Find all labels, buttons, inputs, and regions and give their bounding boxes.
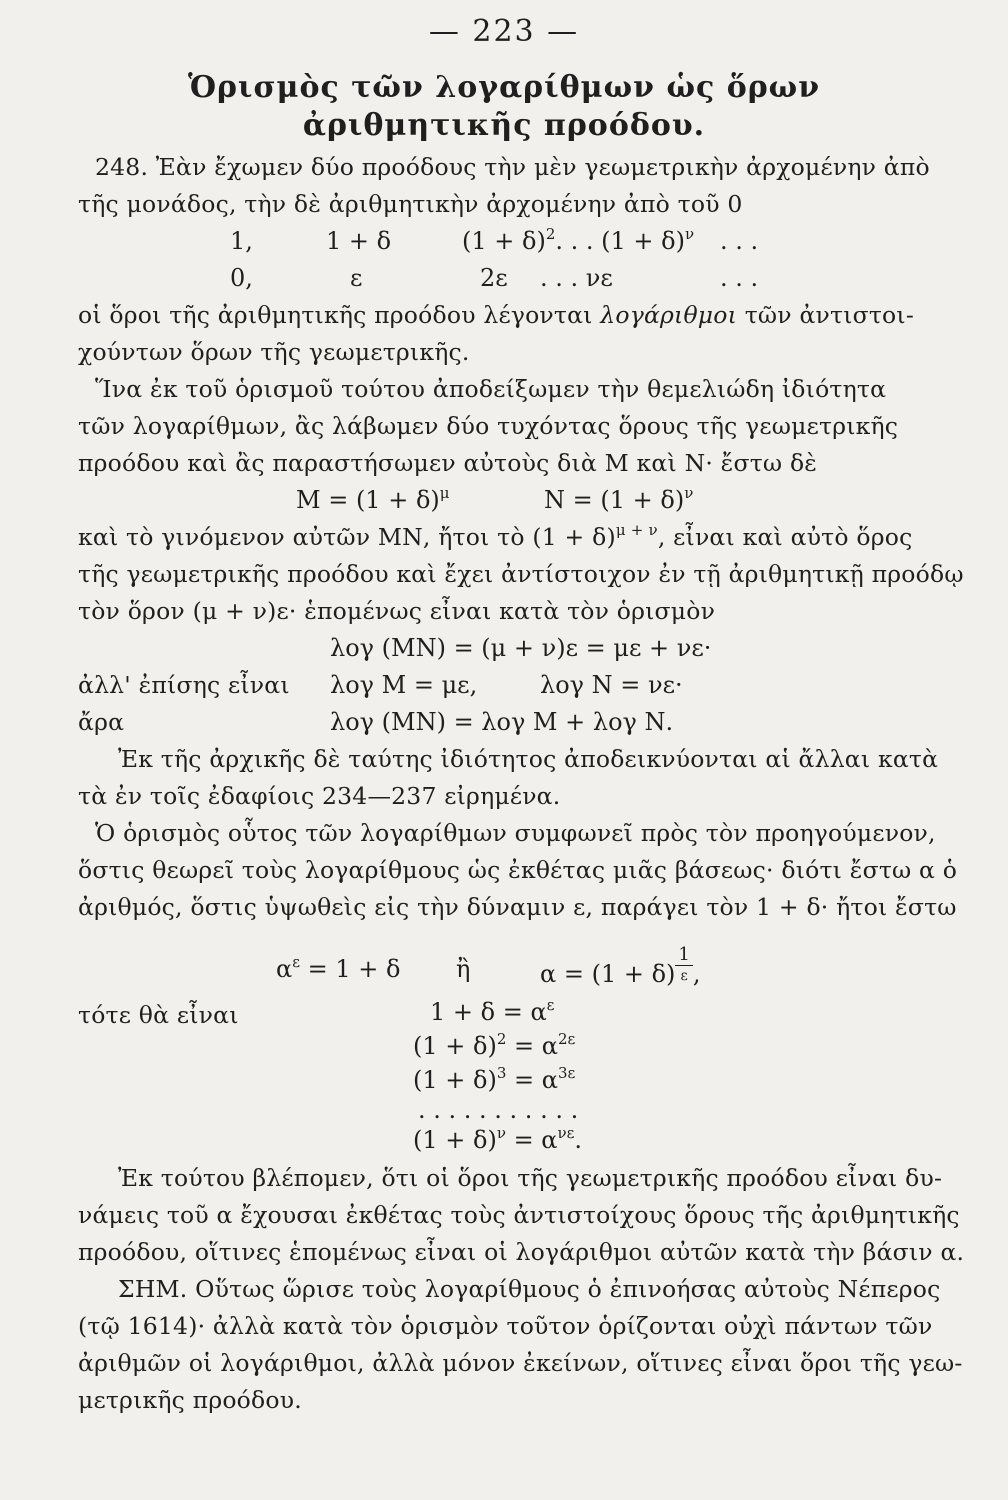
page-number: — 223 — xyxy=(428,14,580,49)
text-line: Ἐκ τούτου βλέπομεν, ὅτι οἱ ὅροι τῆς γεωμετρικῆς προόδου εἶναι δυ- xyxy=(118,1164,943,1192)
text-line: τῶν λογαρίθμων, ἂς λάβωμεν δύο τυχόντας ὅρους τῆς γεωμετρικῆς xyxy=(78,412,899,440)
note-line: μετρικῆς προόδου. xyxy=(78,1386,302,1414)
geo-term-2: 1 + δ xyxy=(326,227,392,255)
text-line: Ἐκ τῆς ἀρχικῆς δὲ ταύτης ἰδιότητος ἀποδεικνύονται αἱ ἄλλαι κατὰ xyxy=(118,745,939,773)
text-line: Ὁ ὁρισμὸς οὗτος τῶν λογαρίθμων συμφωνεῖ πρὸς τὸν προηγούμενον, xyxy=(95,819,936,847)
text-line: τὸν ὅρον (μ + ν)ε· ἑπομένως εἶναι κατὰ τὸν ὁρισμὸν xyxy=(78,597,716,625)
geo-term-1: 1, xyxy=(230,227,253,255)
text-line: νάμεις τοῦ α ἔχουσαι ἐκθέτας τοὺς ἀντιστοίχους ὅρους τῆς ἀριθμητικῆς xyxy=(78,1201,960,1229)
section-title-line-1: Ὁρισμὸς τῶν λογαρίθμων ὡς ὅρων xyxy=(187,70,821,105)
geo-term-3: $(1 + \delta)^2$. . . $(1 + \delta)^\nu$ xyxy=(462,225,695,255)
text-line: ἀριθμός, ὅστις ὑψωθεὶς εἰς τὴν δύναμιν ε, παράγει τὸν 1 + δ· ἤτοι ἔστω xyxy=(78,893,957,921)
text-line: Ἵνα ἐκ τοῦ ὁρισμοῦ τούτου ἀποδείξωμεν τὴν θεμελιώδη ἰδιότητα xyxy=(95,375,887,403)
power-ellipsis: . . . . . . . . . . . xyxy=(418,1096,579,1124)
text-line: οἱ ὅροι τῆς ἀριθμητικῆς προόδου λέγονται λογάριθμοι τῶν ἀντιστοι- xyxy=(78,301,914,329)
text-line: προόδου καὶ ἂς παραστήσωμεν αὐτοὺς διὰ Μ καὶ Ν· ἔστω δὲ xyxy=(78,449,818,477)
power-row-3: $(1 + \delta)^3 = \alpha^{3\varepsilon}$ xyxy=(413,1064,576,1094)
equation-log-product: λογ (ΜΝ) = (μ + ν)ε = με + νε· xyxy=(330,634,712,662)
label-therefore: ἄρα xyxy=(78,708,125,736)
arith-term-4: . . . νε xyxy=(540,264,613,292)
text-line: ὅστις θεωρεῖ τοὺς λογαρίθμους ὡς ἐκθέτας μιᾶς βάσεως· διότι ἔστω α ὁ xyxy=(78,856,958,884)
power-row-n: $(1 + \delta)^\nu = \alpha^{\nu\varepsilon}$. xyxy=(413,1124,583,1154)
text-line: χούντων ὅρων τῆς γεωμετρικῆς. xyxy=(78,338,470,366)
arith-ellipsis: . . . xyxy=(720,264,759,292)
note-line: (τῷ 1614)· ἀλλὰ κατὰ τὸν ὁρισμὸν τοῦτον ὁρίζονται οὐχὶ πάντων τῶν xyxy=(78,1312,933,1340)
term-logarithms: λογάριθμοι xyxy=(600,301,738,329)
text-line: προόδου, οἵτινες ἑπομένως εἶναι οἱ λογάριθμοι αὐτῶν κατὰ τὴν βάσιν α. xyxy=(78,1238,965,1266)
text-line: τὰ ἐν τοῖς ἐδαφίοις 234—237 εἰρημένα. xyxy=(78,782,561,810)
arith-term-2: ε xyxy=(350,264,363,292)
arith-term-3: 2ε xyxy=(480,264,508,292)
text-line: 248. Ἐὰν ἔχωμεν δύο προόδους τὴν μὲν γεωμετρικὴν ἀρχομένην ἀπὸ xyxy=(95,153,930,181)
equation-log-final: λογ (ΜΝ) = λογ Μ + λογ Ν. xyxy=(330,708,674,736)
equation-alpha-root: α = (1 + δ) $\frac{1}{\varepsilon}$ , xyxy=(540,944,701,988)
power-row-1: $1 + \delta = \alpha^\varepsilon$ xyxy=(430,996,555,1026)
equation-N: $N = (1 + \delta)^\nu$ xyxy=(544,484,694,514)
label-also: ἀλλ' ἐπίσης εἶναι xyxy=(78,671,290,699)
equation-M: $M = (1 + \delta)^\mu$ xyxy=(296,484,450,514)
exponent-fraction: $\frac{1}{\varepsilon}$ xyxy=(675,945,692,986)
text-line: τῆς μονάδος, τὴν δὲ ἀριθμητικὴν ἀρχομένην ἀπὸ τοῦ 0 xyxy=(78,190,743,218)
text-line: καὶ τὸ γινόμενον αὐτῶν ΜΝ, ἤτοι τὸ $(1 + \delta)^{\mu + \nu}$, εἶναι καὶ αὐτὸ ὅρος xyxy=(78,521,913,551)
text-line: τῆς γεωμετρικῆς προόδου καὶ ἔχει ἀντίστοιχον ἐν τῇ ἀριθμητικῇ προόδῳ xyxy=(78,560,964,588)
equation-alpha-power: $\alpha^\varepsilon = 1 + \delta$ xyxy=(276,953,401,983)
arith-term-1: 0, xyxy=(230,264,253,292)
note-line: ΣΗΜ. Οὕτως ὥρισε τοὺς λογαρίθμους ὁ ἐπινοήσας αὐτοὺς Νέπερος xyxy=(118,1275,941,1303)
word-or: ἢ xyxy=(456,955,471,983)
equation-log-M: λογ Μ = με, xyxy=(330,671,478,699)
power-row-2: $(1 + \delta)^2 = \alpha^{2\varepsilon}$ xyxy=(413,1030,576,1060)
geo-ellipsis: . . . xyxy=(720,227,759,255)
equation-log-N: λογ Ν = νε· xyxy=(540,671,683,699)
note-line: ἀριθμῶν οἱ λογάριθμοι, ἀλλὰ μόνον ἐκείνων, οἵτινες εἶναι ὅροι τῆς γεω- xyxy=(78,1349,963,1377)
label-then: τότε θὰ εἶναι xyxy=(78,1001,239,1029)
section-title-line-2: ἀριθμητικῆς προόδου. xyxy=(302,108,706,143)
